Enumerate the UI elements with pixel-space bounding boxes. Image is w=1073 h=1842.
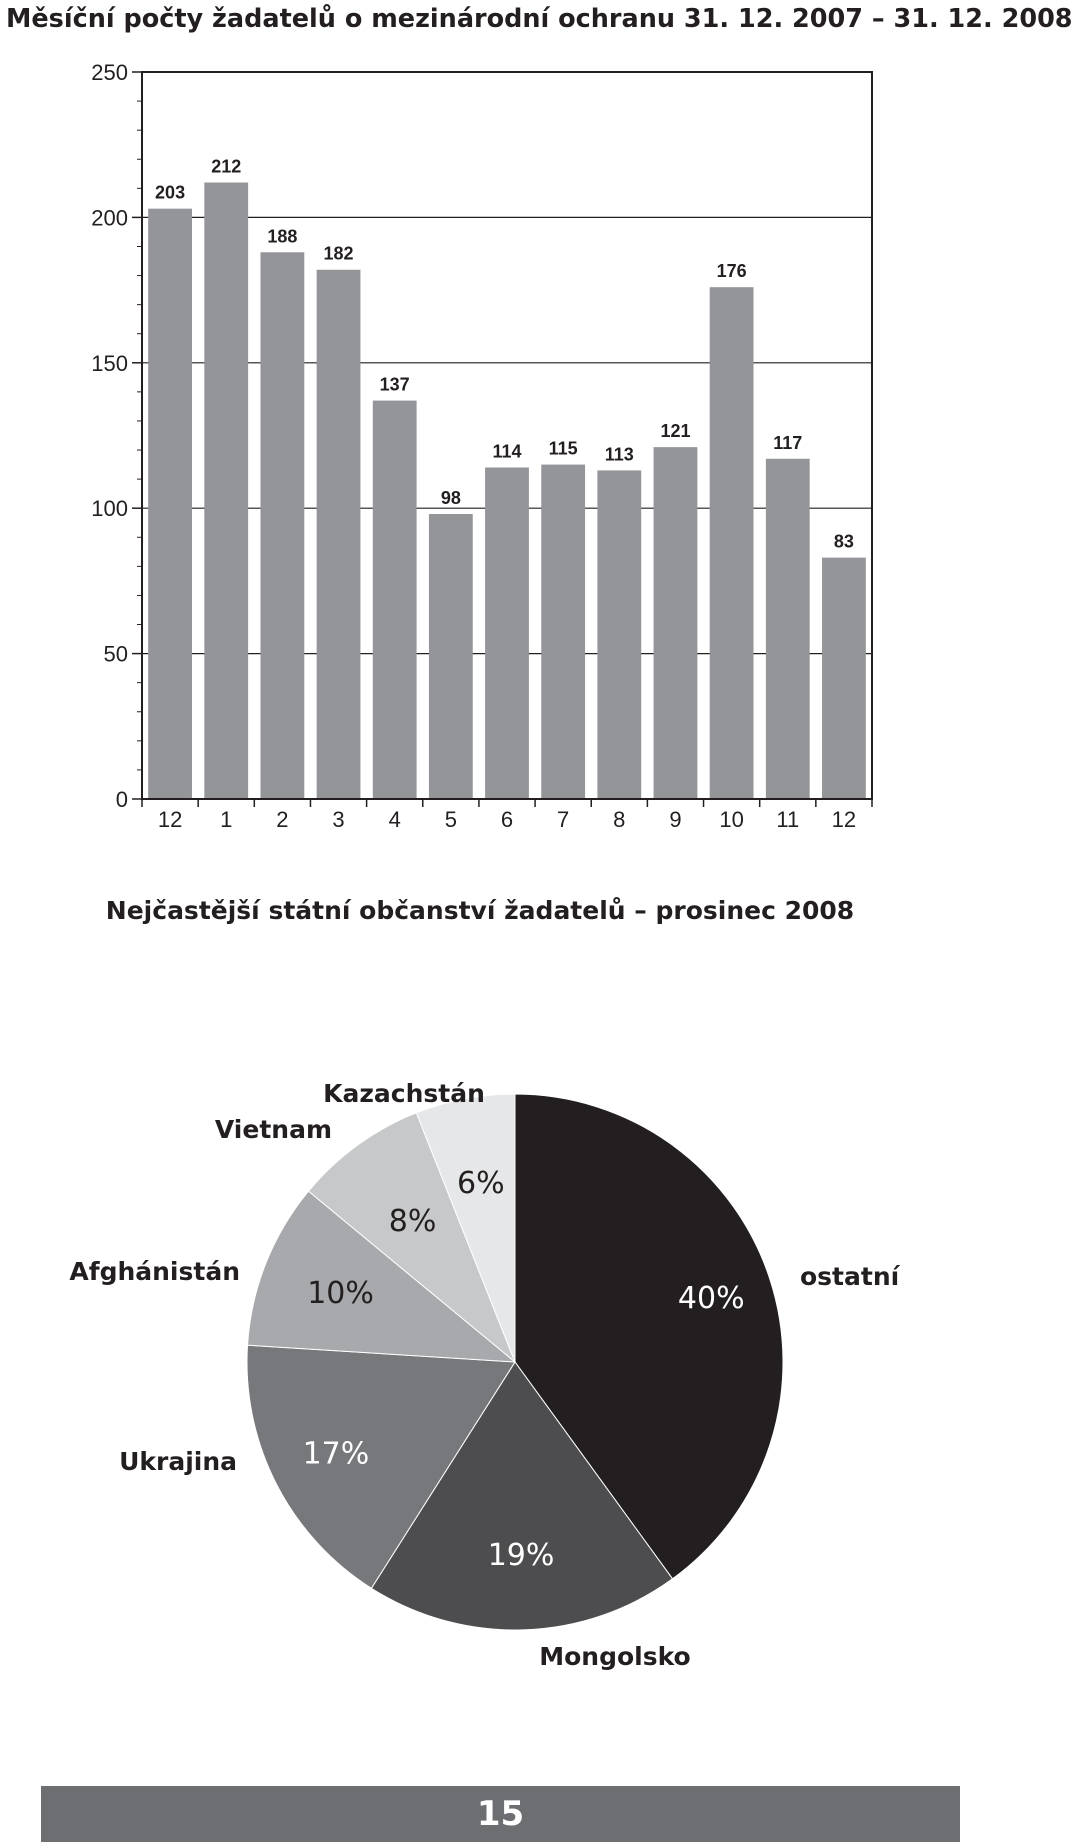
pie-percent-label: 6% xyxy=(457,1165,505,1201)
x-tick-label: 11 xyxy=(776,807,800,832)
x-tick-label: 6 xyxy=(500,807,514,832)
bar xyxy=(485,467,529,799)
bar-value-label: 115 xyxy=(548,438,578,459)
x-tick-label: 1 xyxy=(220,807,233,832)
y-tick-label: 150 xyxy=(91,350,128,376)
bar xyxy=(654,447,698,799)
bar xyxy=(541,465,585,799)
x-tick-label: 2 xyxy=(276,807,289,832)
x-tick-label: 4 xyxy=(388,807,401,832)
x-tick-label: 7 xyxy=(557,807,570,832)
x-tick-label: 3 xyxy=(332,807,345,832)
x-tick-label: 8 xyxy=(613,807,626,832)
y-tick-label: 100 xyxy=(91,496,128,522)
bar xyxy=(148,209,192,799)
pie-category-label: Afghánistán xyxy=(69,1257,240,1286)
y-tick-label: 250 xyxy=(91,60,128,85)
bar-value-label: 182 xyxy=(323,243,354,264)
bar-value-label: 98 xyxy=(440,488,461,509)
pie-percent-label: 17% xyxy=(302,1436,370,1472)
y-tick-label: 50 xyxy=(103,641,128,667)
x-tick-label: 12 xyxy=(157,807,183,832)
bar-value-label: 137 xyxy=(379,374,410,395)
pie-percent-label: 8% xyxy=(388,1204,437,1240)
bar-chart-title: Měsíční počty žadatelů o mezinárodní ochranu 31. 12. 2007 – 31. 12. 2008 xyxy=(6,4,1073,34)
bar-value-label: 117 xyxy=(773,432,803,453)
y-tick-label: 0 xyxy=(115,787,128,812)
pie-category-label: Mongolsko xyxy=(539,1642,691,1671)
y-tick-label: 200 xyxy=(91,205,128,231)
bar-value-label: 176 xyxy=(716,261,747,282)
pie-category-label: ostatní xyxy=(800,1262,900,1291)
x-tick-label: 10 xyxy=(719,807,744,832)
page-number-footer: 15 xyxy=(41,1786,960,1842)
pie-category-label: Kazachstán xyxy=(323,1079,485,1108)
pie-category-label: Ukrajina xyxy=(119,1447,237,1476)
bar-value-label: 212 xyxy=(211,156,242,177)
pie-chart-title: Nejčastější státní občanství žadatelů – prosinec 2008 xyxy=(105,896,855,925)
bar-chart xyxy=(0,50,960,840)
pie-percent-label: 10% xyxy=(307,1275,374,1311)
bar-value-label: 203 xyxy=(155,182,186,203)
bar xyxy=(373,401,417,799)
bar xyxy=(597,470,641,799)
x-tick-label: 12 xyxy=(831,807,857,832)
bar xyxy=(710,287,754,799)
pie-chart xyxy=(0,1030,960,1670)
bar xyxy=(260,252,304,799)
pie-percent-label: 40% xyxy=(677,1281,745,1317)
x-tick-label: 5 xyxy=(444,807,457,832)
bar xyxy=(766,459,810,799)
bar-value-label: 114 xyxy=(492,441,522,462)
bar-value-label: 113 xyxy=(604,444,634,465)
bar xyxy=(429,514,473,799)
bar-value-label: 121 xyxy=(660,421,691,442)
bar-value-label: 83 xyxy=(833,531,854,552)
bar xyxy=(317,270,361,799)
bar xyxy=(822,558,866,799)
bar-value-label: 188 xyxy=(267,226,298,247)
bar xyxy=(204,183,248,799)
pie-percent-label: 19% xyxy=(487,1537,555,1573)
x-tick-label: 9 xyxy=(669,807,682,832)
pie-category-label: Vietnam xyxy=(214,1115,332,1144)
